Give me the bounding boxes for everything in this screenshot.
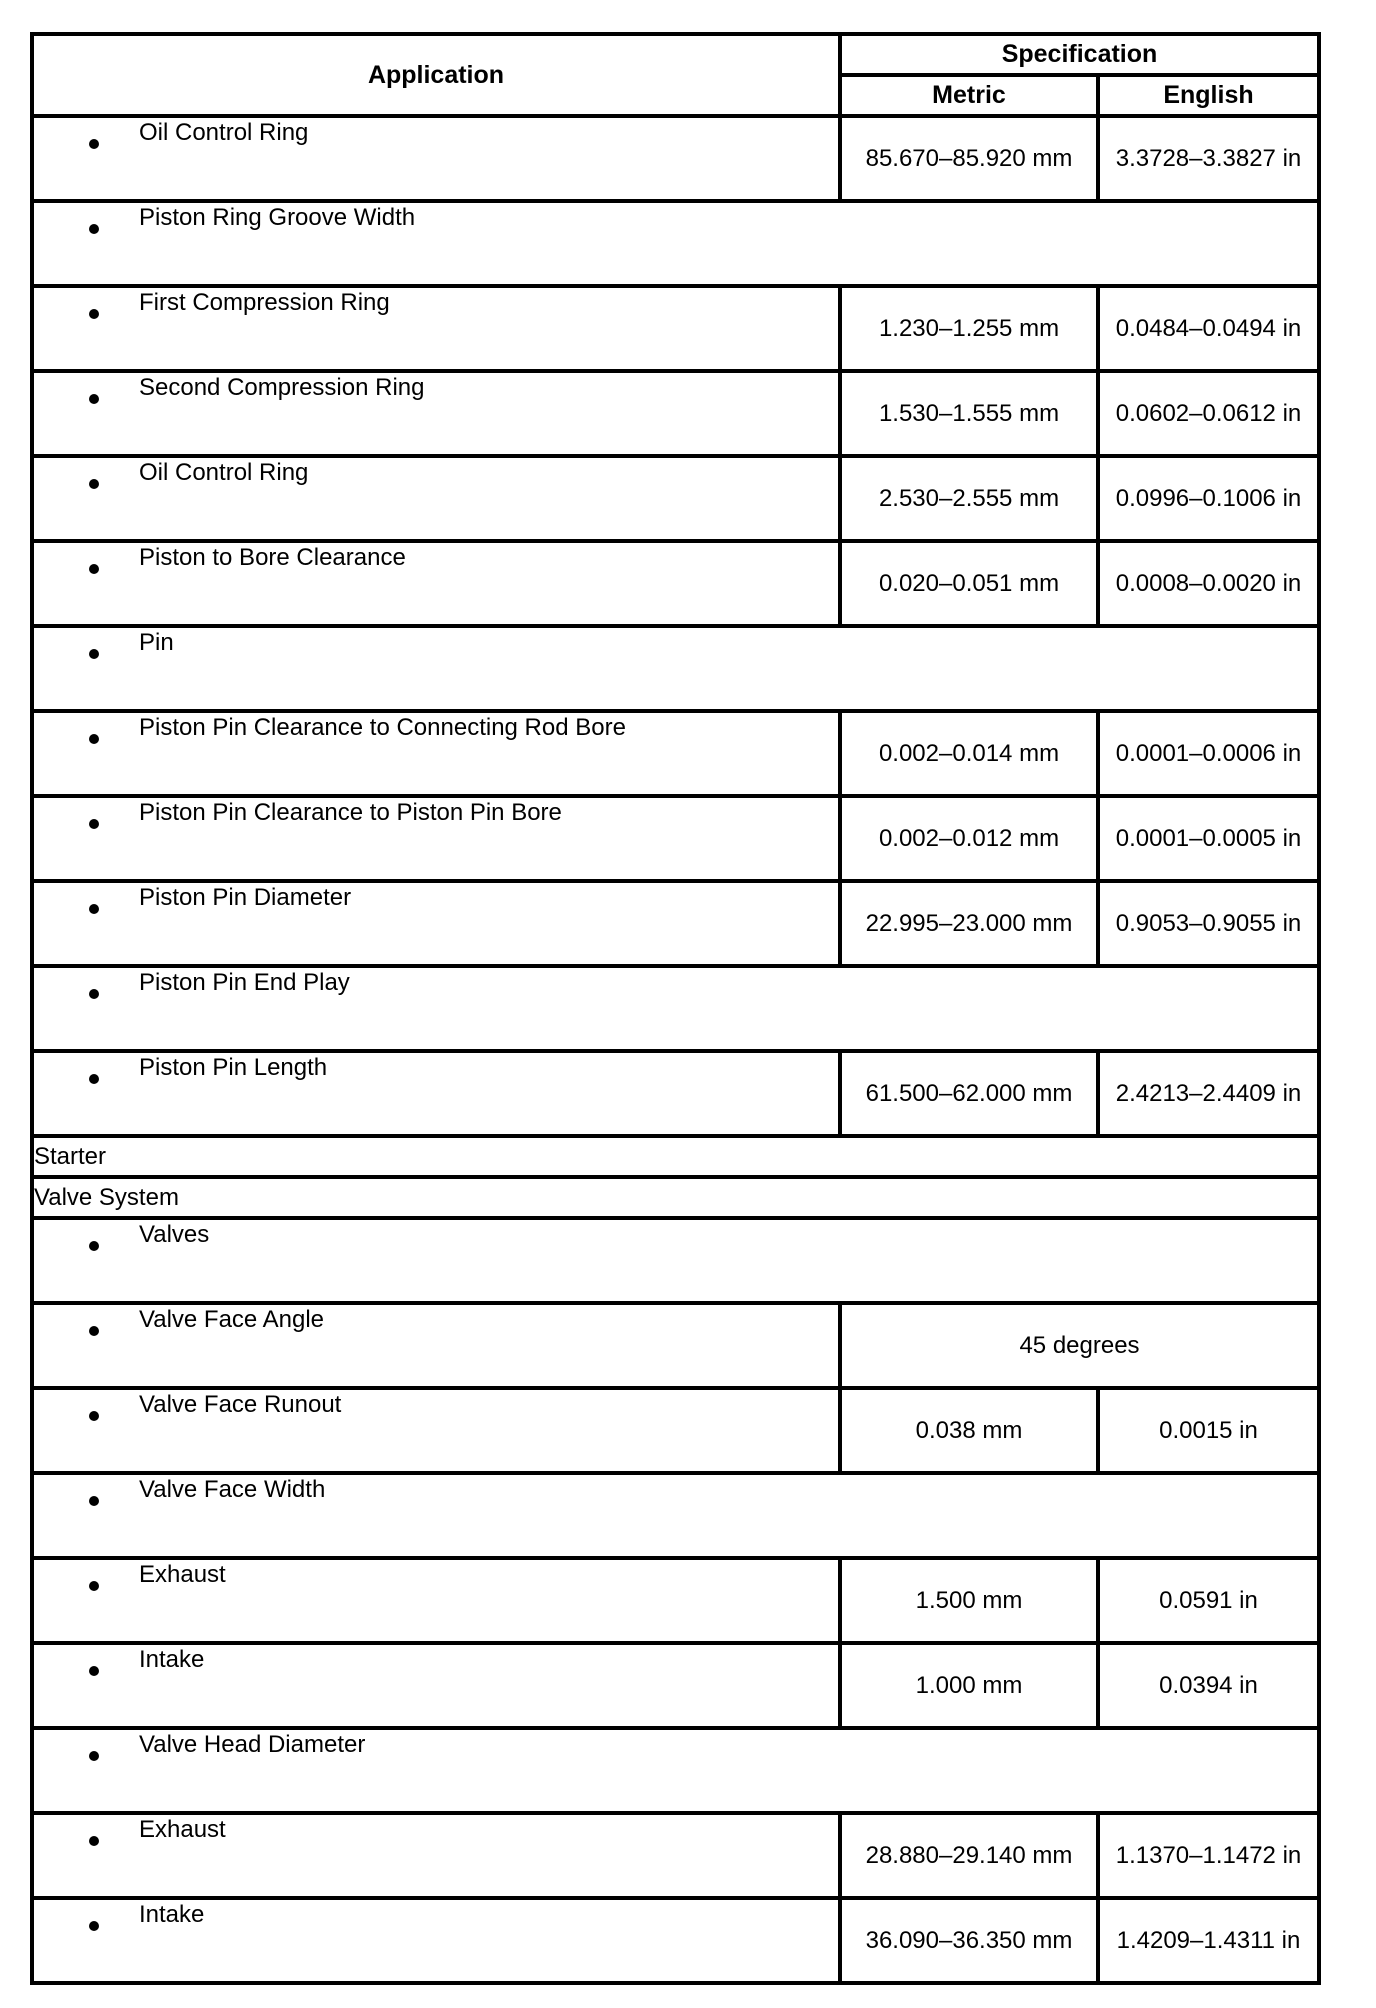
- english-value: 0.0602–0.0612 in: [1098, 371, 1319, 456]
- bullet-icon: [89, 1836, 99, 1846]
- table-body: [32, 116, 1319, 1983]
- table-row: [32, 881, 1319, 966]
- application-label: Piston Pin Clearance to Piston Pin Bore: [139, 799, 562, 826]
- english-value: 0.0394 in: [1098, 1643, 1319, 1728]
- table-row: [32, 1643, 1319, 1728]
- metric-value: 0.038 mm: [840, 1388, 1098, 1473]
- table-row: [32, 116, 1319, 201]
- application-cell: [32, 1303, 840, 1388]
- table-row: [32, 1303, 1319, 1388]
- table-row: [32, 796, 1319, 881]
- application-label: Piston Pin Length: [139, 1054, 328, 1081]
- bullet-icon: [89, 1241, 99, 1251]
- bullet-icon: [89, 1326, 99, 1336]
- table-row: [32, 966, 1319, 1051]
- table-row: [32, 1473, 1319, 1558]
- application-cell: [32, 1898, 840, 1983]
- metric-value: 2.530–2.555 mm: [840, 456, 1098, 541]
- application-cell: [32, 1643, 840, 1728]
- application-cell: [32, 1728, 1319, 1813]
- english-value: 3.3728–3.3827 in: [1098, 116, 1319, 201]
- application-cell: [32, 116, 840, 201]
- english-value: 1.4209–1.4311 in: [1098, 1898, 1319, 1983]
- english-header: English: [1098, 75, 1319, 116]
- specification-header: Specification: [840, 34, 1319, 75]
- application-cell: [32, 541, 840, 626]
- metric-value: 61.500–62.000 mm: [840, 1051, 1098, 1136]
- application-label: Valve Head Diameter: [139, 1731, 366, 1758]
- application-label: Intake: [139, 1901, 205, 1928]
- section-row: [32, 1136, 1319, 1177]
- application-label: Oil Control Ring: [139, 459, 309, 486]
- english-value: 0.0015 in: [1098, 1388, 1319, 1473]
- application-cell: [32, 371, 840, 456]
- section-row: [32, 1177, 1319, 1218]
- bullet-icon: [89, 309, 99, 319]
- application-cell: [32, 1813, 840, 1898]
- table-row: [32, 1051, 1319, 1136]
- english-value: 0.0001–0.0006 in: [1098, 711, 1319, 796]
- application-label: Second Compression Ring: [139, 374, 425, 401]
- application-label: Valve Face Angle: [139, 1306, 325, 1333]
- table-row: [32, 711, 1319, 796]
- application-cell: [32, 1388, 840, 1473]
- application-label: Valves: [139, 1221, 210, 1248]
- application-label: Piston Pin Diameter: [139, 884, 352, 911]
- english-value: 0.0996–0.1006 in: [1098, 456, 1319, 541]
- application-label: Valve Face Width: [139, 1476, 326, 1503]
- application-cell: [32, 456, 840, 541]
- application-cell: [32, 626, 1319, 711]
- application-cell: [32, 201, 1319, 286]
- bullet-icon: [89, 224, 99, 234]
- bullet-icon: [89, 1751, 99, 1761]
- table-row: [32, 1728, 1319, 1813]
- application-label: Piston to Bore Clearance: [139, 544, 406, 571]
- metric-value: 1.500 mm: [840, 1558, 1098, 1643]
- metric-value: 36.090–36.350 mm: [840, 1898, 1098, 1983]
- section-label: Valve System: [32, 1177, 1319, 1218]
- bullet-icon: [89, 139, 99, 149]
- application-cell: [32, 286, 840, 371]
- application-cell: [32, 1558, 840, 1643]
- application-cell: [32, 1473, 1319, 1558]
- application-cell: [32, 711, 840, 796]
- table-row: [32, 456, 1319, 541]
- metric-value: 0.020–0.051 mm: [840, 541, 1098, 626]
- metric-value: 1.530–1.555 mm: [840, 371, 1098, 456]
- bullet-icon: [89, 904, 99, 914]
- english-value: 1.1370–1.1472 in: [1098, 1813, 1319, 1898]
- table-row: [32, 1558, 1319, 1643]
- application-cell: [32, 1218, 1319, 1303]
- bullet-icon: [89, 819, 99, 829]
- metric-value: 28.880–29.140 mm: [840, 1813, 1098, 1898]
- metric-value: 1.230–1.255 mm: [840, 286, 1098, 371]
- application-label: Valve Face Runout: [139, 1391, 342, 1418]
- bullet-icon: [89, 1411, 99, 1421]
- application-header: Application: [32, 34, 840, 116]
- table-row: [32, 1898, 1319, 1983]
- bullet-icon: [89, 649, 99, 659]
- specification-value: 45 degrees: [840, 1303, 1319, 1388]
- table-row: [32, 1813, 1319, 1898]
- table-row: [32, 626, 1319, 711]
- english-value: 0.0001–0.0005 in: [1098, 796, 1319, 881]
- bullet-icon: [89, 479, 99, 489]
- metric-value: 0.002–0.012 mm: [840, 796, 1098, 881]
- metric-header: Metric: [840, 75, 1098, 116]
- metric-value: 0.002–0.014 mm: [840, 711, 1098, 796]
- bullet-icon: [89, 1496, 99, 1506]
- application-label: Piston Pin Clearance to Connecting Rod Bore: [139, 714, 626, 741]
- application-label: First Compression Ring: [139, 289, 390, 316]
- bullet-icon: [89, 1666, 99, 1676]
- table-row: [32, 371, 1319, 456]
- table-header: [32, 34, 1319, 116]
- table-row: [32, 286, 1319, 371]
- application-label: Intake: [139, 1646, 205, 1673]
- metric-value: 85.670–85.920 mm: [840, 116, 1098, 201]
- application-label: Exhaust: [139, 1816, 226, 1843]
- section-label: Starter: [32, 1136, 1319, 1177]
- application-cell: [32, 881, 840, 966]
- metric-value: 1.000 mm: [840, 1643, 1098, 1728]
- application-label: Piston Ring Groove Width: [139, 204, 416, 231]
- bullet-icon: [89, 1581, 99, 1591]
- bullet-icon: [89, 394, 99, 404]
- application-label: Piston Pin End Play: [139, 969, 350, 996]
- english-value: 0.9053–0.9055 in: [1098, 881, 1319, 966]
- table-row: [32, 1218, 1319, 1303]
- english-value: 0.0591 in: [1098, 1558, 1319, 1643]
- application-label: Exhaust: [139, 1561, 226, 1588]
- bullet-icon: [89, 1921, 99, 1931]
- application-cell: [32, 966, 1319, 1051]
- metric-value: 22.995–23.000 mm: [840, 881, 1098, 966]
- english-value: 2.4213–2.4409 in: [1098, 1051, 1319, 1136]
- application-label: Oil Control Ring: [139, 119, 309, 146]
- bullet-icon: [89, 734, 99, 744]
- bullet-icon: [89, 1074, 99, 1084]
- application-cell: [32, 796, 840, 881]
- application-label: Pin: [139, 629, 174, 656]
- table-row: [32, 201, 1319, 286]
- specification-table: [30, 32, 1321, 1985]
- bullet-icon: [89, 989, 99, 999]
- table-row: [32, 541, 1319, 626]
- english-value: 0.0484–0.0494 in: [1098, 286, 1319, 371]
- bullet-icon: [89, 564, 99, 574]
- table-row: [32, 1388, 1319, 1473]
- english-value: 0.0008–0.0020 in: [1098, 541, 1319, 626]
- application-cell: [32, 1051, 840, 1136]
